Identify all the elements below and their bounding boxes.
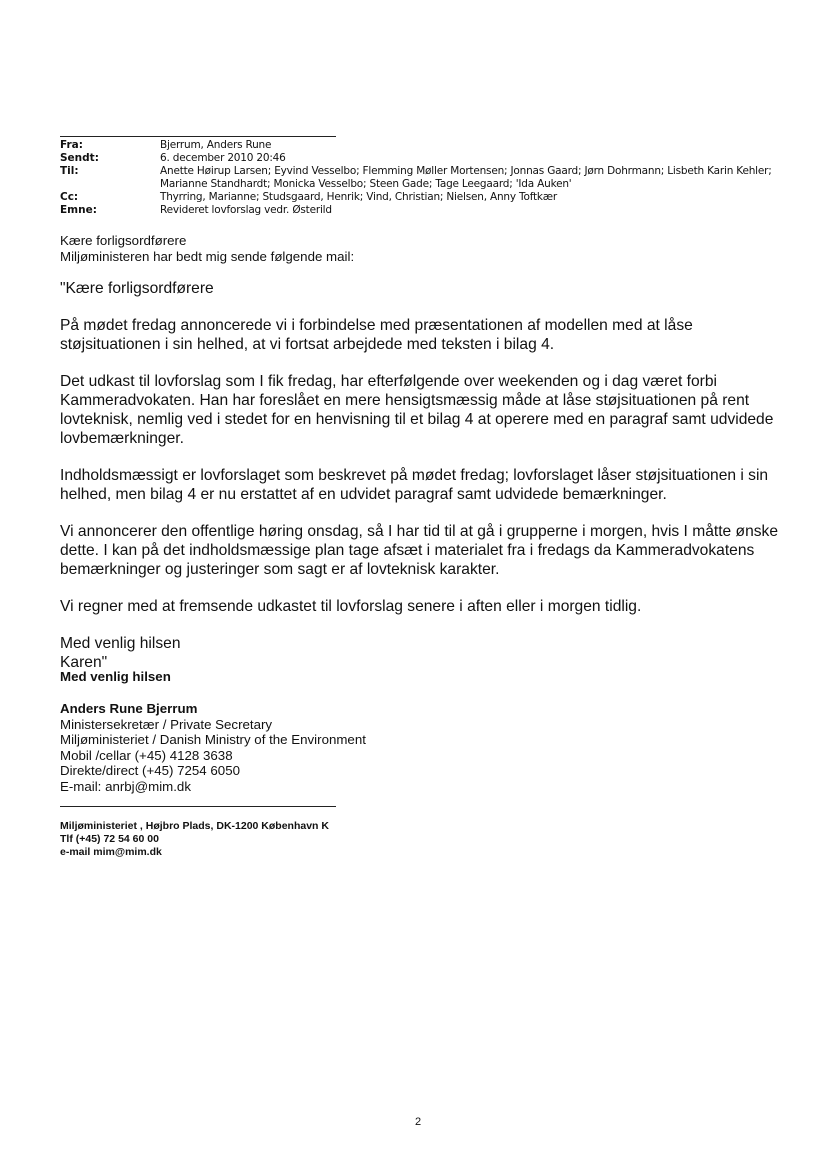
body-paragraph: Vi regner med at fremsende udkastet til lovforslag senere i aften eller i morgen tidlig. [60, 598, 642, 615]
header-label: Cc: [60, 191, 79, 203]
header-value: Thyrring, Marianne; Studsgaard, Henrik; Vind, Christian; Nielsen, Anny Toftkær [160, 191, 558, 203]
closing-name: Karen" [60, 654, 108, 671]
recipients-line-2: Marianne Standhardt; Monicka Vesselbo; Steen Gade; Tage Leegaard; 'Ida Auken' [160, 178, 572, 190]
signature-block [60, 701, 560, 795]
header-subject [60, 204, 772, 217]
header-label: Sendt: [60, 152, 99, 164]
header-value [160, 165, 772, 191]
header-label: Til: [60, 165, 79, 177]
email-body [60, 279, 780, 672]
signature-mobile: Mobil /cellar (+45) 4128 3638 [60, 747, 233, 763]
header-label: Fra: [60, 139, 83, 151]
recipients-line-1: Anette Høirup Larsen; Eyvind Vesselbo; Flemming Møller Mortensen; Jonnas Gaard; Jørn Dohrmann; Lisbeth Karin Kehler; [160, 165, 772, 177]
greeting-line: Miljøministeren har bedt mig sende følgende mail: [60, 249, 355, 264]
page-number: 2 [415, 1116, 422, 1128]
signature-closing: Med venlig hilsen [60, 669, 171, 684]
footer-address: Miljøministeriet , Højbro Plads, DK-1200 København K [60, 820, 329, 832]
body-paragraph: Indholdsmæssigt er lovforslaget som beskrevet på mødet fredag; lovforslaget låser støjsituationen i sin helhed, men bilag 4 er nu erstattet af en udvidet paragraf samt udvidede bemærkninger. [60, 467, 769, 503]
signature-direct: Direkte/direct (+45) 7254 6050 [60, 763, 240, 779]
email-greeting [60, 233, 780, 265]
header-from [60, 139, 772, 152]
header-label: Emne: [60, 204, 97, 216]
body-paragraph: Vi annoncerer den offentlige høring onsdag, så I har tid til at gå i grupperne i morgen, hvis I måtte ønske dette. I kan på det indholdsmæssige plan tage afsæt i materialet fra i fredags da Kammeradvokatens bemærkninger og justeringer som sagt er af lovteknisk karakter. [60, 523, 779, 578]
email-headers [60, 139, 772, 217]
body-paragraph: "Kære forligsordførere [60, 280, 214, 297]
header-sent [60, 152, 772, 165]
footer-email: e-mail mim@mim.dk [60, 846, 162, 858]
signature-ministry: Miljøministeriet / Danish Ministry of the Environment [60, 732, 366, 748]
footer-phone: Tlf (+45) 72 54 60 00 [60, 833, 159, 845]
quoted-closing [60, 634, 780, 672]
body-paragraph: Det udkast til lovforslag som I fik fredag, har efterfølgende over weekenden og i dag været forbi Kammeradvokaten. Han har foreslået en mere hensigtsmæssig måde at låse støjsituationen på rent lovteknisk, nemlig ved i stedet for en henvisning til et bilag 4 at operere med en paragraf samt udvidede lovbemærkninger. [60, 373, 774, 447]
header-value: 6. december 2010 20:46 [160, 152, 286, 164]
signature-email: E-mail: anrbj@mim.dk [60, 778, 191, 794]
body-paragraph: På mødet fredag annoncerede vi i forbindelse med præsentationen af modellen med at låse støjsituationen i sin helhed, at vi fortsat arbejdede med teksten i bilag 4. [60, 317, 693, 353]
header-rule [60, 136, 336, 137]
header-value: Bjerrum, Anders Rune [160, 139, 272, 151]
footer-rule [60, 806, 336, 807]
header-cc [60, 191, 772, 204]
header-value: Revideret lovforslag vedr. Østerild [160, 204, 332, 216]
signature-name: Anders Rune Bjerrum [60, 701, 198, 716]
greeting-line: Kære forligsordførere [60, 233, 187, 248]
ministry-footer [60, 820, 460, 859]
header-to [60, 165, 772, 191]
signature-title: Ministersekretær / Private Secretary [60, 716, 273, 732]
closing-line: Med venlig hilsen [60, 635, 181, 652]
